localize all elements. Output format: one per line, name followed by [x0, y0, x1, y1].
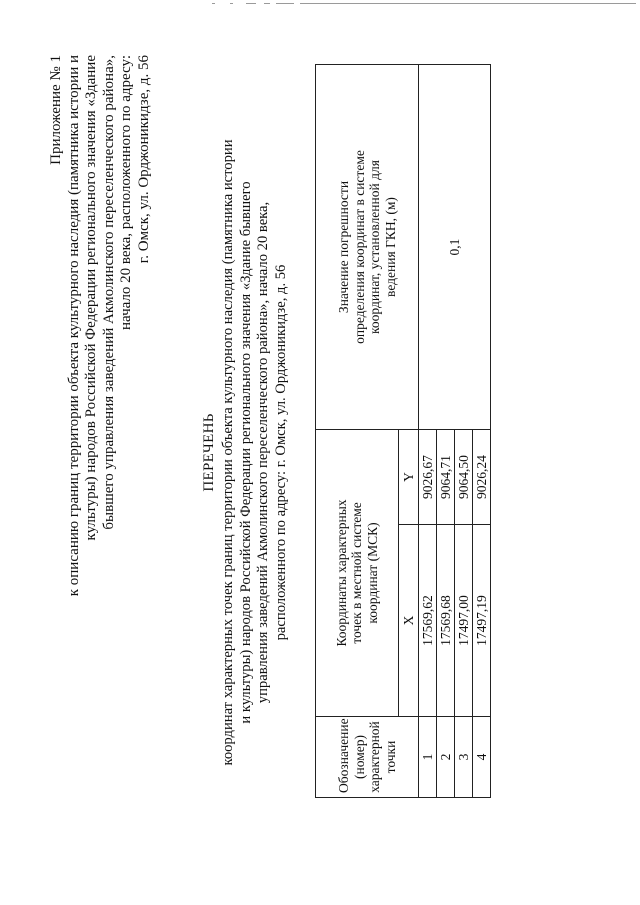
header-x: X [399, 525, 419, 717]
header-text: ведения ГКН, (м) [382, 197, 398, 297]
appendix-line: г. Омск, ул. Орджоникидзе, д. 56 [135, 55, 152, 264]
cell-y: 9026,24 [473, 430, 491, 525]
document-title: ПЕРЕЧЕНЬ [201, 413, 217, 492]
appendix-line: культуры) народов Российской Федерации регионального значения «Здание [83, 55, 99, 541]
header-text: точки [382, 740, 398, 774]
header-error [316, 65, 419, 430]
header-text: Значение погрешности [336, 180, 351, 314]
cell-error-value: 0,1 [419, 65, 491, 430]
appendix-header [48, 55, 153, 845]
header-designation [316, 717, 419, 798]
header-text: Обозначение [336, 718, 351, 793]
cell-point: 4 [473, 717, 491, 798]
appendix-line: начало 20 века, расположенного по адресу: [118, 55, 134, 330]
cell-point: 3 [455, 717, 473, 798]
table-row [419, 65, 437, 798]
header-text: характерной [367, 721, 382, 793]
subtitle-line: расположенного по адресу: г. Омск, ул. Орджоникидзе, д. 56 [272, 264, 289, 641]
subtitle-line: и культуры) народов Российской Федерации регионального значения «Здание бывшего [237, 181, 254, 724]
header-text: определения координат в системе [351, 150, 367, 344]
cell-y: 9026,67 [419, 430, 437, 525]
header-text: координат (МСК) [364, 522, 380, 624]
header-y: Y [399, 430, 419, 525]
header-text: координат, установленной для [367, 160, 382, 334]
cell-y: 9064,50 [455, 430, 473, 525]
subtitle-line: координат характерных точек границ территории объекта культурного наследия (памятника истории [220, 139, 236, 766]
header-text: точек в местной системе [349, 502, 365, 644]
subtitle-line: управления заведений Акмолинского переселенческого района», начало 20 века, [255, 201, 271, 704]
cell-x: 17497,00 [455, 525, 473, 717]
cell-y: 9064,71 [437, 430, 455, 525]
header-text: (номер) [351, 735, 367, 779]
appendix-line: Приложение № 1 [48, 55, 64, 165]
coordinates-table [315, 64, 491, 798]
header-text: Координаты характерных [333, 499, 349, 647]
cell-point: 1 [419, 717, 437, 798]
appendix-line: бывшего управления заведений Акмолинского переселенческого района», [100, 55, 117, 530]
document-subtitle [220, 0, 290, 905]
cell-x: 17569,62 [419, 525, 437, 717]
cell-x: 17569,68 [437, 525, 455, 717]
header-coordinates [316, 430, 399, 717]
cell-point: 2 [437, 717, 455, 798]
cell-x: 17497,19 [473, 525, 491, 717]
appendix-line: к описанию границ территории объекта культурного наследия (памятника истории и [65, 55, 82, 597]
